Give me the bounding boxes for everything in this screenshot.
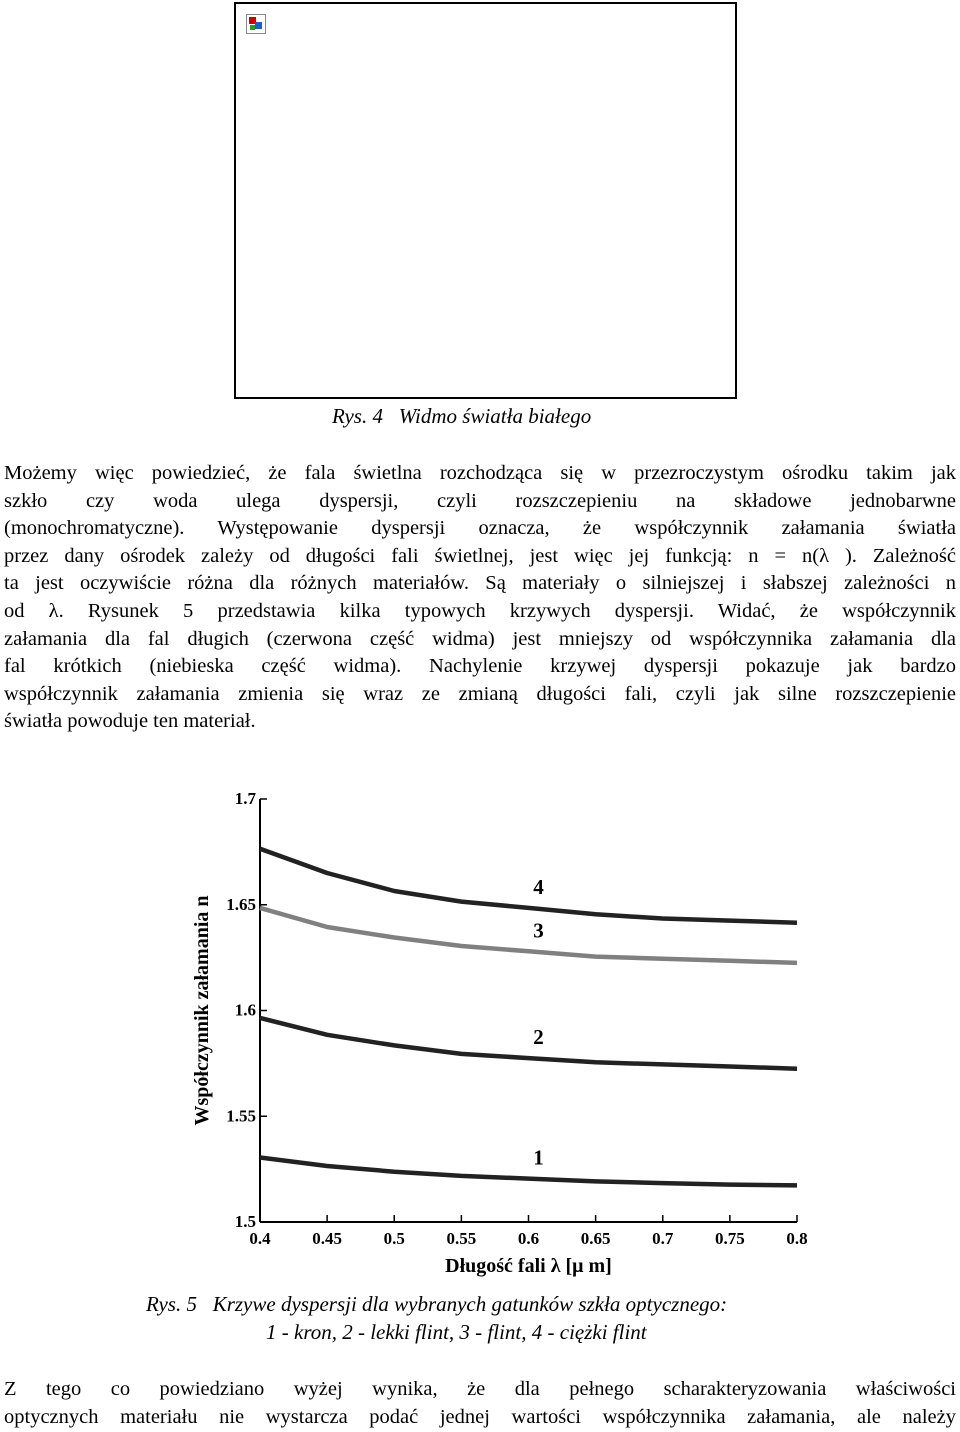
- curve-label-2: 2: [533, 1025, 544, 1050]
- series-line-4: [260, 849, 797, 923]
- figure-5-caption-line-2: 1 - kron, 2 - lekki flint, 3 - flint, 4 - ciężki flint: [266, 1320, 647, 1344]
- x-tick-label: 0.45: [312, 1229, 342, 1248]
- text-line: Możemy więc powiedzieć, że fala świetlna rozchodząca się w przezroczystym ośrodku takim jak: [4, 462, 956, 484]
- series-line-3: [260, 908, 797, 963]
- text-line: fal krótkich (niebieska część widma). Nachylenie krzywej dyspersji pokazuje jak bardzo: [4, 655, 956, 678]
- text-line: współczynnik załamania zmienia się wraz ze zmianą długości fali, czyli jak silne rozszczepienie: [4, 682, 956, 705]
- series-line-1: [260, 1158, 797, 1186]
- text-line: Z tego co powiedziano wyżej wynika, że dla pełnego scharakteryzowania właściwości: [4, 1378, 956, 1400]
- x-tick-label: 0.7: [652, 1229, 674, 1248]
- x-tick-label: 0.55: [446, 1229, 477, 1248]
- text-line: załamania dla fal długich (czerwona część widma) jest mniejszy od współczynnika załamania dla: [4, 627, 956, 650]
- broken-image-icon: [246, 14, 266, 34]
- text-line: od λ. Rysunek 5 przedstawia kilka typowych krzywych dyspersji. Widać, że współczynnik: [4, 599, 956, 622]
- figure-4-caption: [332, 404, 591, 428]
- curve-label-4: 4: [533, 874, 544, 899]
- text-line: szkło czy woda ulega dyspersji, czyli rozszczepieniu na składowe jednobarwne: [4, 489, 956, 512]
- x-tick-label: 0.65: [580, 1229, 611, 1248]
- text-line: (monochromatyczne). Występowanie dyspersji oznacza, że współczynnik załamania światła: [4, 517, 956, 540]
- x-axis-label: Długość fali λ [μ m]: [445, 1255, 612, 1277]
- figure-4-image: [234, 2, 737, 399]
- text-line: przez dany ośrodek zależy od długości fali świetlnej, jest więc jej funkcją: n = n(λ ). Zależność: [4, 544, 956, 567]
- figure-5-number: Rys. 5: [146, 1292, 197, 1316]
- curve-label-3: 3: [533, 918, 544, 943]
- y-axis-label: Współczynnik załamania n: [191, 895, 213, 1126]
- text-line: ta jest oczywiście różna dla różnych materiałów. Są materiały o silniejszej i słabszej zależności n: [4, 572, 956, 595]
- figure-4-number: Rys. 4: [332, 404, 383, 428]
- x-tick-label: 0.6: [517, 1229, 540, 1248]
- y-tick-label: 1.5: [234, 1212, 256, 1231]
- x-tick-label: 0.75: [715, 1229, 745, 1248]
- figure-5-title: Krzywe dyspersji dla wybranych gatunków szkła optycznego:: [212, 1292, 728, 1316]
- curve-label-1: 1: [533, 1145, 544, 1170]
- y-tick-label: 1.65: [226, 894, 256, 914]
- x-tick-label: 0.4: [249, 1229, 271, 1248]
- dispersion-chart: [180, 786, 840, 1286]
- paragraph-conclusion: [4, 1376, 956, 1431]
- y-tick-label: 1.7: [234, 789, 256, 808]
- y-tick-label: 1.55: [226, 1106, 256, 1126]
- x-tick-label: 0.5: [383, 1229, 405, 1248]
- paragraph-dispersion: [4, 460, 956, 736]
- y-tick-label: 1.6: [234, 1000, 256, 1020]
- text-line: światła powoduje ten materiał.: [4, 710, 256, 733]
- x-tick-label: 0.8: [786, 1229, 808, 1248]
- text-line: optycznych materiału nie wystarcza podać jednej wartości współczynnika załamania, ale należy: [4, 1405, 956, 1428]
- series-line-2: [260, 1018, 797, 1069]
- figure-4-title: Widmo światła białego: [398, 404, 592, 428]
- figure-5-caption-line-1: [146, 1292, 727, 1316]
